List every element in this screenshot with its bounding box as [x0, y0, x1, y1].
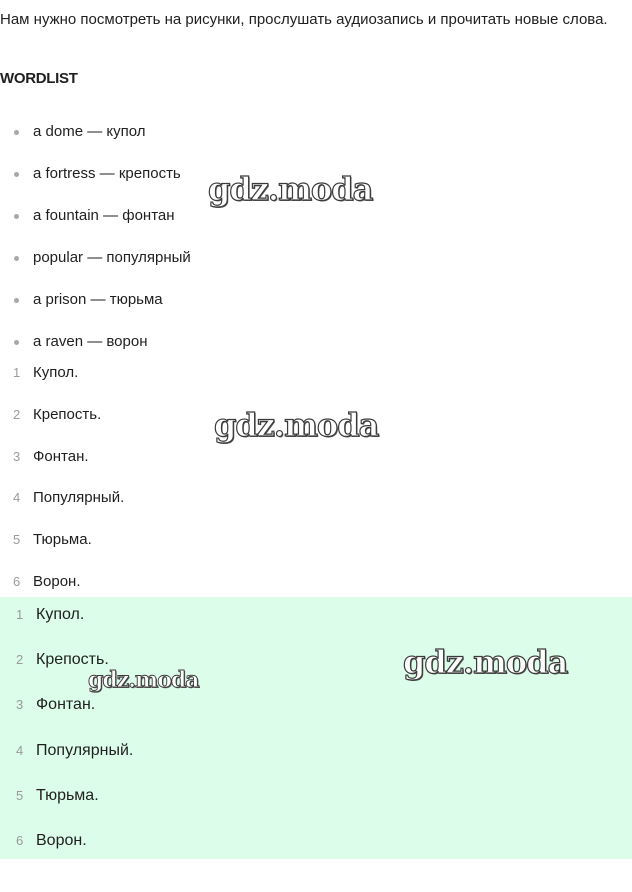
bullet-dot-icon: [14, 214, 19, 219]
item-number: 2: [16, 652, 24, 668]
item-number: 6: [13, 573, 21, 589]
item-number: 3: [13, 448, 21, 464]
answer-list: [0, 352, 632, 603]
list-item: [0, 111, 632, 153]
answer-label: Популярный.: [36, 741, 134, 759]
item-number: 4: [13, 490, 21, 506]
list-item: [0, 823, 632, 868]
item-number: 1: [13, 365, 21, 380]
bullet-dot-icon: [14, 130, 19, 135]
list-item: [0, 477, 632, 519]
list-item: [0, 687, 632, 732]
answer-label: Тюрьма.: [33, 531, 92, 549]
item-number: 5: [16, 787, 24, 803]
answer-label: Купол.: [36, 606, 85, 623]
answer-label: Ворон.: [36, 831, 87, 849]
list-item: [0, 778, 632, 823]
item-number: 2: [13, 406, 21, 422]
item-number: 3: [16, 697, 24, 713]
watermark: gdz.moda: [403, 643, 568, 681]
bullet-dot-icon: [14, 298, 19, 303]
answer-box-list: [0, 597, 632, 868]
item-number: 4: [16, 742, 24, 758]
answer-label: Тюрьма.: [36, 786, 99, 804]
answer-label: Фонтан.: [33, 447, 89, 465]
bullet-dot-icon: [14, 340, 19, 345]
wordlist-item-label: a raven — ворон: [33, 333, 148, 350]
intro-text: Нам нужно посмотреть на рисунки, прослушать аудиозапись и прочитать новые слова.: [0, 11, 608, 28]
wordlist-item-label: a prison — тюрьма: [33, 291, 163, 308]
bullet-dot-icon: [14, 256, 19, 261]
bullet-dot-icon: [14, 172, 19, 177]
wordlist-item-label: popular — популярный: [33, 249, 191, 266]
list-item: [0, 733, 632, 778]
answer-label: Крепость.: [33, 405, 102, 423]
watermark: gdz.moda: [214, 406, 379, 444]
answer-label: Популярный.: [33, 489, 125, 507]
watermark: gdz.moda: [208, 170, 373, 208]
wordlist-item-label: a fortress — крепость: [33, 165, 181, 182]
list-item: [0, 597, 632, 642]
answer-label: Крепость.: [36, 651, 109, 669]
item-number: 6: [16, 832, 24, 848]
list-item: [0, 352, 632, 394]
answer-box: [0, 597, 632, 859]
answer-label: Ворон.: [33, 572, 81, 590]
wordlist: [0, 111, 632, 363]
answer-label: Фонтан.: [36, 696, 96, 714]
wordlist-item-label: a dome — купол: [33, 123, 146, 140]
answer-label: Купол.: [33, 364, 79, 381]
wordlist-heading: WORDLIST: [0, 70, 78, 87]
watermark: gdz.moda: [88, 667, 199, 693]
item-number: 5: [13, 532, 21, 548]
list-item: [0, 279, 632, 321]
wordlist-item-label: a fountain — фонтан: [33, 207, 175, 224]
item-number: 1: [16, 607, 24, 622]
list-item: [0, 237, 632, 279]
list-item: [0, 519, 632, 561]
